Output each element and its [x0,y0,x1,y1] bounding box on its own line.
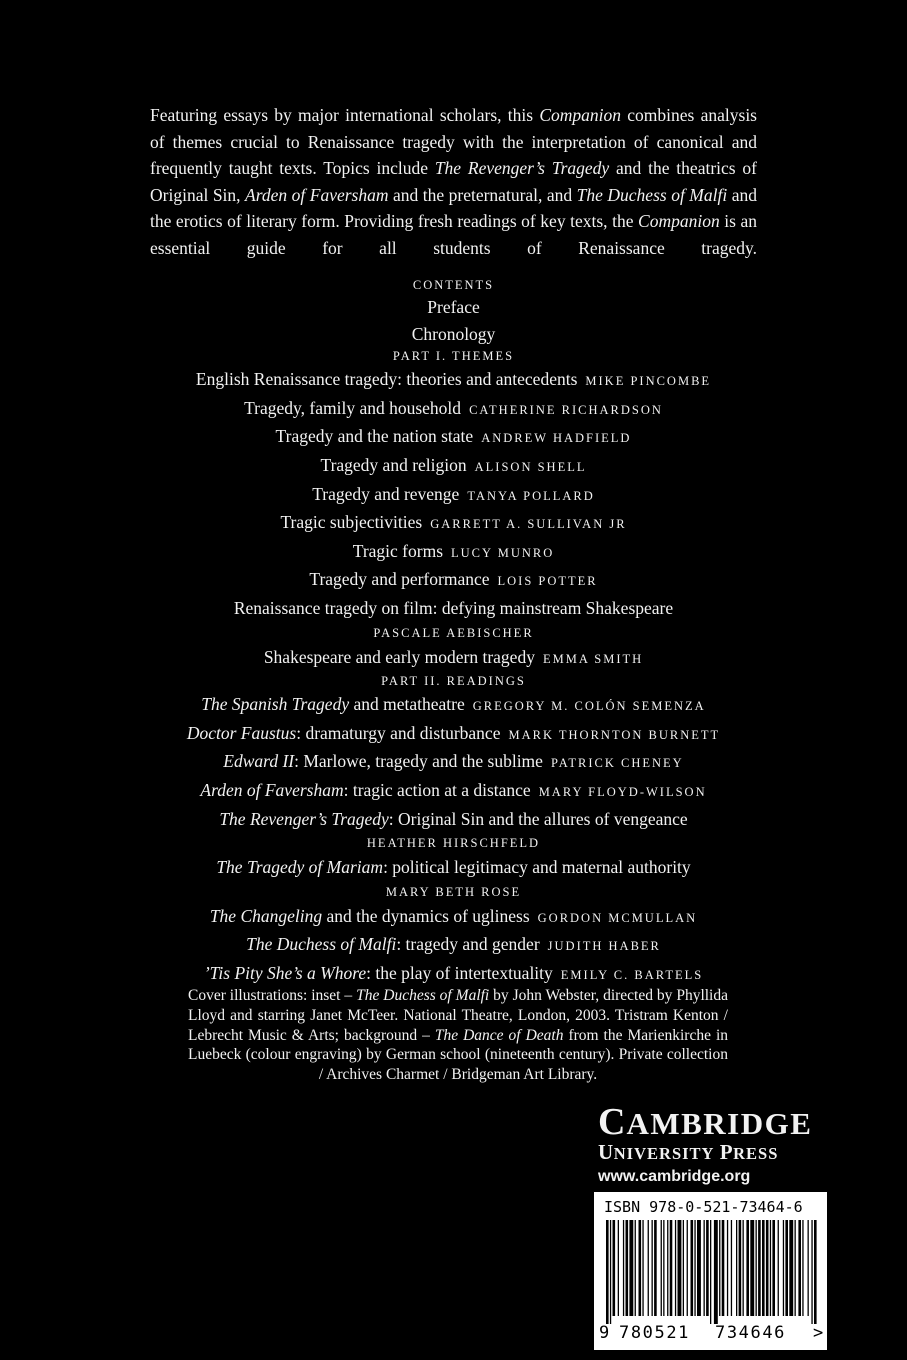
entry-title-segment: : dramaturgy and disturbance [296,722,501,743]
barcode-bar [704,1220,705,1316]
barcode-bar [654,1220,657,1316]
entry-title [204,963,553,983]
entry-title-segment: Tragedy, family and household [244,397,462,418]
entry-title [276,426,474,446]
barcode-bar [808,1220,809,1316]
part-heading: PART I. THEMES [392,349,515,364]
barcode-bars [606,1220,818,1324]
barcode-bar [758,1220,761,1316]
barcode-bar [743,1220,744,1316]
isbn-label: ISBN 978-0-521-73464-6 [604,1198,803,1216]
blurb-segment: The Revenger’s Tragedy [434,158,610,179]
contents-entry [0,509,907,538]
entry-title [223,751,543,771]
contents-entry [0,452,907,481]
barcode-bar [719,1220,720,1316]
contents-entry [0,538,907,567]
entry-title-segment: The Revenger’s Tragedy [219,808,389,829]
barcode-bar [766,1220,769,1316]
entry-author: HEATHER HIRSCHFELD [366,836,541,851]
barcode-bar [714,1220,718,1324]
entry-title-segment: The Spanish Tragedy [201,694,350,715]
entry-title-segment: : Marlowe, tragedy and the sublime [294,751,543,772]
barcode-first-digit: 9 [599,1323,610,1343]
barcode-bar [683,1220,684,1316]
contents-chronology: Chronology [411,323,496,344]
publisher-url: www.cambridge.org [598,1168,751,1185]
entry-author: LUCY MUNRO [451,545,555,560]
barcode-bar [731,1220,732,1316]
entry-author: ALISON SHELL [474,459,587,474]
contents-entry-author-line [0,832,907,854]
blurb-segment: and the erotics of literary form. Providing fresh readings of key texts, the [150,184,757,232]
entry-title-segment: Shakespeare and early modern tragedy [263,646,535,667]
contents-entry [0,595,907,622]
contents-entry [0,720,907,749]
entry-author: GORDON MCMULLAN [537,910,698,925]
barcode-bar [814,1220,817,1324]
back-cover-blurb [150,102,757,262]
barcode-bar [667,1220,668,1316]
barcode-bar [635,1220,636,1316]
contents-entry [0,903,907,932]
barcode-bar [706,1220,709,1316]
contents-entry [0,481,907,510]
barcode-bar [798,1220,801,1316]
publisher-name: CAMBRIDGE [598,1101,813,1143]
entry-author: MIKE PINCOMBE [585,374,712,389]
entry-title-segment: The Tragedy of Mariam [216,857,384,878]
barcode-bar [783,1220,784,1316]
contents-entry [0,691,907,720]
contents-entry [0,931,907,960]
barcode-bar [772,1220,775,1316]
contents-entry [0,806,907,833]
contents-entry [0,566,907,595]
entry-title-segment: Tragedy and religion [320,454,467,475]
blurb-segment: and the theatrics of Original Sin, [150,158,757,205]
barcode-bar [750,1220,754,1316]
entry-author: EMILY C. BARTELS [560,967,704,982]
entry-title-segment: Renaissance tragedy on film: defying mainstream Shakespeare [233,597,674,618]
entry-author: PASCALE AEBISCHER [373,625,534,640]
entry-title [234,598,673,618]
barcode-bar [639,1220,642,1316]
entry-title-segment: : political legitimacy and maternal authority [383,857,691,878]
blurb-segment: Companion [638,211,720,232]
entry-author: GARRETT A. SULLIVAN JR [430,517,627,532]
contents-heading: CONTENTS [412,278,495,292]
contents-entry [0,960,907,989]
entry-title [187,723,501,743]
barcode-bar [785,1220,788,1316]
entry-title [312,484,459,504]
entry-title-segment: Edward II [223,751,295,772]
entry-title-segment: English Renaissance tragedy: theories and antecedents [195,369,578,390]
barcode-bar [629,1220,633,1316]
entry-author: EMMA SMITH [542,651,644,666]
entry-author: MARY FLOYD-WILSON [538,784,707,799]
entry-title-segment: Tragedy and revenge [312,483,460,504]
barcode-bar [687,1220,688,1316]
barcode-bar [710,1220,711,1324]
credits-segment: by John Webster, directed by Phyllida Lloyd and starring Janet McTeer. National Theatre, London, 2003. Tristram Kenton / Lebrecht Music & Arts; background – [188,987,728,1044]
entry-title [264,647,535,667]
entry-title [244,398,461,418]
barcode-bar [762,1220,765,1316]
entry-title-segment: and metatheatre [349,694,465,715]
entry-title-segment: The Changeling [209,905,323,926]
barcode-bar [802,1220,803,1316]
barcode-bar [778,1220,779,1316]
entry-title [201,694,464,714]
barcode-group-1: 780521 [619,1323,691,1343]
entry-title [219,809,687,829]
barcode-bar [678,1220,682,1316]
contents-entry [0,395,907,424]
entry-author: ANDREW HADFIELD [481,431,632,446]
entry-title [309,569,489,589]
barcode-bar [795,1220,796,1316]
barcode-bar [789,1220,793,1316]
contents-entry-author-line [0,881,907,903]
barcode-bar [756,1220,757,1316]
barcode-bar [642,1220,643,1316]
contents-entry [0,423,907,452]
entry-title-segment: and the dynamics of ugliness [322,905,530,926]
credits-segment: The Duchess of Malfi [356,987,490,1004]
blurb-segment: The Duchess of Malfi [576,184,728,205]
contents-entry-author-line [0,622,907,644]
entry-title-segment: Tragic forms [352,540,444,561]
barcode-bar [811,1220,812,1324]
entry-title-segment: The Duchess of Malfi [246,934,397,955]
entry-author: GREGORY M. COLÓN SEMENZA [472,699,706,714]
entry-title-segment: : tragic action at a distance [343,779,531,800]
entry-author: PATRICK CHENEY [550,756,684,771]
barcode-bar [661,1220,662,1316]
entry-author: JUDITH HABER [547,939,661,954]
barcode-bar [727,1220,728,1316]
barcode-bar [746,1220,749,1316]
blurb-segment: and the preternatural, and [388,184,577,205]
barcode-bar [694,1220,695,1316]
credits-segment: from the Marienkirche in Luebeck (colour engraving) by German school (nineteenth century). Private collection / Archives Charmet / Bridgeman Art Library. [188,1026,728,1084]
entry-title-segment: : the play of intertextuality [366,962,553,983]
entry-title-segment: ’Tis Pity She’s a Whore [203,962,367,983]
publisher-logo [598,1101,828,1188]
entry-author: CATHERINE RICHARDSON [469,402,663,417]
barcode-bar [736,1220,737,1316]
barcode-bar [663,1220,664,1316]
entry-title [280,512,422,532]
barcode-group-2: 734646 [715,1323,787,1343]
entry-author: LOIS POTTER [497,574,598,589]
entry-title [216,857,690,877]
entry-author: MARY BETH ROSE [385,884,522,899]
entry-title [353,541,443,561]
barcode-end-mark: > [813,1323,824,1343]
entry-title-segment: Arden of Faversham [200,779,344,800]
entry-title-segment: Tragedy and the nation state [275,426,474,447]
entry-title-segment: Doctor Faustus [186,722,297,743]
barcode-bar [739,1220,742,1316]
barcode-bar [770,1220,771,1316]
barcode-bar [652,1220,653,1316]
barcode-bar [697,1220,701,1316]
blurb-segment: Featuring essays by major international scholars, this [150,105,540,125]
credits-segment: The Dance of Death [434,1026,564,1044]
entry-title-segment: Tragic subjectivities [280,512,423,533]
entry-title [321,455,467,475]
barcode-bar [606,1220,609,1324]
barcode-bar [610,1220,611,1324]
contents-entry [0,748,907,777]
part-heading: PART II. READINGS [381,674,526,689]
blurb-segment: Companion [539,105,622,125]
contents-entry [0,366,907,395]
entry-title [210,906,530,926]
barcode-bar [618,1220,619,1316]
blurb-segment: Arden of Faversham [245,184,389,205]
barcode-bar [613,1220,616,1316]
blurb-segment: combines analysis of themes crucial to Renaissance tragedy with the interpretation of canonical and frequently taught texts. Topics include [150,105,757,179]
barcode-bar [691,1220,694,1316]
entry-title [200,780,530,800]
entry-title-segment: Tragedy and performance [309,569,490,590]
barcode-bar [675,1220,676,1316]
contents-preface: Preface [427,297,480,317]
contents-parts [0,347,907,988]
table-of-contents [0,276,907,988]
cover-credits [188,986,728,1085]
entry-title [246,934,540,954]
contents-entry [0,854,907,881]
entry-author: TANYA POLLARD [467,488,595,503]
barcode-bar [648,1220,649,1316]
entry-title [196,369,577,389]
entry-title-segment: : Original Sin and the allures of vengeance [388,808,688,829]
contents-entry [0,777,907,806]
barcode-bar [670,1220,673,1316]
contents-entry [0,644,907,673]
credits-segment: Cover illustrations: inset – [188,987,357,1004]
barcode-bar [623,1220,624,1316]
entry-author: MARK THORNTON BURNETT [508,727,721,742]
entry-title-segment: : tragedy and gender [396,934,540,955]
barcode-bar [626,1220,629,1316]
publisher-subname: UNIVERSITY PRESS [598,1140,779,1164]
isbn-barcode [594,1192,827,1350]
barcode-bar [722,1220,725,1316]
blurb-segment: is an essential guide for all students of Renaissance tragedy. [150,211,757,258]
